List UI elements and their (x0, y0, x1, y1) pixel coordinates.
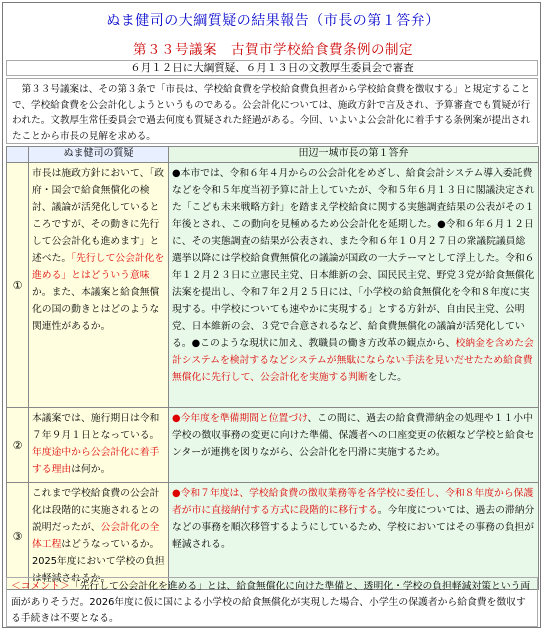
question-highlight: 「先行して公会計化を進める」とはどういう意味 (32, 253, 165, 281)
answer-highlight: ●令和７年度は、学校給食費の徴収業務等を各学校に委任し、令和８年度から保護者が市に直接納付する方式に段階的に移行する (172, 488, 534, 516)
comment-text: 「先行して公会計化を進める」とは、給食無償化に向けた準備と、透明化・学校の負担軽減対策という両面がありそうだ。2026年度に仮に国による小学校の給食無償化が実現した場合、小学生の保護者から給食費を徴収する手続きは不要となる。 (11, 581, 531, 624)
header-answer: 田辺一城市長の第１答弁 (169, 147, 539, 163)
header-question: ぬま健司の質疑 (29, 147, 169, 163)
question-highlight: 公会計化の全体工程 (32, 522, 160, 550)
comment-label: ＜コメント＞ (11, 581, 70, 592)
answer-highlight: 校納金を含めた会計システムを検討するなどシステムが無駄にならない手法を見いだせたため給食費無償化に先行して、公会計化を実施する判断 (172, 338, 534, 383)
qa-row-2 (7, 408, 539, 483)
question-text (29, 483, 169, 590)
question-highlight: 年度途中から公会計化に着手する理由 (32, 447, 160, 475)
qa-table (6, 146, 539, 590)
report-title: ぬま健司の大綱質疑の結果報告（市長の第１答弁） (106, 13, 440, 29)
question-text (29, 163, 169, 408)
comment-box (6, 577, 538, 627)
answer-text (169, 483, 539, 590)
answer-part: 、この間に、過去の給食費滞納金の処理や１１小中学校の徴収事務の変更に向けた準備、保護者への口座変更の依頼など学校と給食センターが連携を図りながら、公会計化を円滑に実施するため。 (172, 413, 535, 458)
answer-part: ●本市では、令和６年４月からの公会計化をめざし、給食会計システム導入委託費などを令和５年度当初予算に計上していたが、令和５年６月１３日に閣議決定された「こども未来戦略方針」を踏まえ学校給食に関する実態調査結果の公表がその１年後とされ、この動向を見極めるため公会計化を延期した。●令和６年６月１２日に、その実態調査の結果が公表され、また令和６年１０月２７日の衆議院議員総選挙以降には学校給食費無償化の議論が国政の一大テーマとして浮上した。令和６年１２月２３日に立憲民主党、日本維新の会、国民民主党、野党３党が給食無償化法案を提出し、令和７年２月２５日には、「小学校の給食無償化を令和８年度に実現する。中学校についても速やかに実現する」とする方針が、自由民主党、公明党、日本維新の会、３党で合意されるなど、給食費無償化の議論が活発化している。●このような現状に加え、教職員の働き方改革の観点から、 (172, 168, 535, 349)
qa-header-row (7, 147, 539, 163)
answer-text (169, 408, 539, 483)
answer-part: をした。 (367, 372, 407, 383)
question-part: か。また、本議案と給食無償化の国の動きとはどのような関連性があるか。 (32, 287, 160, 332)
bill-title: 第３３号議案 古賀市学校給食費条例の制定 (133, 42, 413, 58)
row-number: ② (7, 408, 29, 483)
question-part: 市長は施政方針において、「政府・国会で給食無償化の検討、議論が活発化しているところですが、その動きに先行して公会計化も進めます」と述べた。 (32, 168, 165, 264)
intro-paragraph: 第３３号議案は、その第３条で「市長は、学校給食費を学校給食費負担者から学校給食費を徴収する」と規定することで、学校給食費を公会計化しようというものである。公会計化については、施政方針で言及され、予算審査でも質疑が行われた。文教厚生常任委員会で過去何度も質疑された経過がある。今回、いよいよ公会計化に着手する条例案が提出されたことから市長の見解を求める。 (6, 78, 538, 144)
answer-highlight: ●今年度を準備期間と位置づけ (172, 413, 308, 424)
row-number: ① (7, 163, 29, 408)
answer-part: 。今年度については、過去の滞納分などの事務を順次移管するようにしているため、学校においてはその事務の負担が軽減される。 (172, 505, 535, 550)
qa-row-3 (7, 483, 539, 590)
question-part: は何か。 (71, 464, 111, 475)
schedule-note: ６月１２日に大綱質疑、６月１３日の文教厚生委員会で審査 (6, 60, 538, 76)
row-number: ③ (7, 483, 29, 590)
header-num (7, 147, 29, 163)
qa-row-1 (7, 163, 539, 408)
question-part: これまで学校給食費の公会計化は段階的に実施されるとの説明だったが、 (32, 488, 160, 533)
question-text (29, 408, 169, 483)
question-part: はどうなっているか。2025年度において学校の負担は軽減されるか。 (32, 539, 165, 584)
answer-text (169, 163, 539, 408)
question-part: 本議案では、施行期日は令和７年９月１日となっている。 (32, 413, 160, 441)
